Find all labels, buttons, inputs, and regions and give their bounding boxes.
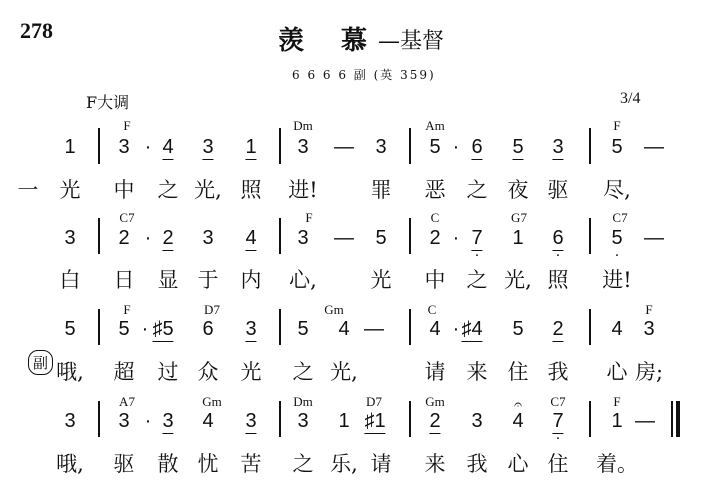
note: — [334,227,354,249]
lyric-syllable: 心, [289,268,317,292]
note: · [144,136,152,158]
lyric-syllable: 中 [424,268,446,292]
note: · [144,227,152,249]
note: — [334,136,354,158]
chord-symbol: C [427,302,437,317]
note: 4 [162,136,174,158]
final-bar-thick [676,401,680,437]
chord-symbol: C7 [550,394,566,409]
bar-line [589,128,591,164]
bar-line [279,401,281,437]
lyric-syllable: 众 [197,360,219,384]
chord-symbol: Dm [293,118,313,133]
note: . 7 [552,411,563,431]
lyric-syllable: 驱 [113,452,135,476]
lyric-syllable: 内 [240,268,262,292]
lyric-syllable: 恶 [424,178,446,202]
chord-symbol: F [123,302,131,317]
chord-symbol: A7 [119,394,135,409]
lyric-syllable: 超 [113,360,135,384]
note: 1 [245,136,257,158]
note: 6 [202,318,214,340]
lyric-syllable: 请 [424,360,446,384]
note: 3 [643,318,655,340]
lyric-syllable: 哦, [56,452,84,476]
hymn-title: 羡 慕 [278,26,382,56]
lyric-syllable: 住 [507,360,529,384]
note: 3 [297,136,309,158]
bar-line [279,218,281,254]
lyric-syllable: 日 [113,268,135,292]
lyric-syllable: 来 [466,360,488,384]
bar-line [98,128,100,164]
bar-line [409,309,411,345]
bar-line [589,309,591,345]
key-signature: F大调 [86,93,130,112]
chord-symbol: F [305,210,313,225]
lyric-syllable: 罪 [370,178,392,202]
lyric-syllable: 进! [602,268,632,292]
note: . 7 [471,228,482,248]
lyric-syllable: 忧 [197,452,219,476]
chord-symbol: Gm [324,302,344,317]
bar-line [98,218,100,254]
lyric-syllable: 之 [466,178,488,202]
refrain-mark: 副 [28,350,53,375]
note: — [635,410,655,432]
lyric-syllable: 中 [113,178,135,202]
note: 5 [297,318,309,340]
lyric-syllable: 于 [197,268,219,292]
lyric-syllable: 照 [547,268,569,292]
note: ♯5 [152,318,174,340]
bar-line [409,218,411,254]
note: 3 [471,410,483,432]
lyric-syllable: 之 [466,268,488,292]
lyric-syllable: 苦 [240,452,262,476]
final-bar-thin [671,401,673,437]
note: 2 [552,318,564,340]
note: · [144,410,152,432]
note: 3 [118,410,130,432]
lyric-syllable: 过 [157,360,179,384]
lyric-syllable: 住 [547,452,569,476]
chord-symbol: C7 [612,210,628,225]
lyric-syllable: 光 [59,178,81,202]
lyric-syllable: 我 [466,452,488,476]
lyric-syllable: 驱 [547,178,569,202]
lyric-syllable: 光, [330,360,358,384]
note: 2 [429,227,441,249]
note: . 6 [552,228,563,248]
note: ♯1 [364,410,386,432]
chord-symbol: D7 [204,302,220,317]
lyric-syllable: 着。 [596,452,638,476]
chord-symbol: D7 [366,394,382,409]
note: . 5 [611,228,622,248]
note: 5 [512,318,524,340]
note: · [452,318,460,340]
note: · [452,227,460,249]
bar-line [589,218,591,254]
note: · [141,318,149,340]
lyric-syllable: 光, [504,268,532,292]
lyric-syllable: 我 [547,360,569,384]
note: 2 [118,227,130,249]
lyric-syllable: 光 [240,360,262,384]
note: 1 [512,227,524,249]
lyric-syllable: 光, [194,178,222,202]
note: 2 [429,410,441,432]
lyric-syllable: 心 [606,360,628,384]
time-signature: 3/4 [620,90,641,107]
note: 4 [611,318,623,340]
meter-line: 6 6 6 6 副 (英 359) [292,68,436,82]
note: · [452,136,460,158]
note: 3 [162,410,174,432]
chord-symbol: F [123,118,131,133]
lyric-syllable: 房; [634,360,664,384]
note: 5 [118,318,130,340]
note: 3 [245,410,257,432]
note: 5 [429,136,441,158]
lyric-syllable: 照 [240,178,262,202]
note: 4 [202,410,214,432]
lyric-syllable: 光 [370,268,392,292]
note: 3 [64,410,76,432]
chord-symbol: G7 [511,210,527,225]
lyric-syllable: 白 [59,268,81,292]
note: ♯4 [461,318,483,340]
lyric-syllable: 请 [370,452,392,476]
note: 3 [118,136,130,158]
note: 6 [471,136,483,158]
chord-symbol: Am [425,118,445,133]
lyric-syllable: 一 [17,178,39,202]
note: 1 [338,410,350,432]
note: — [644,136,664,158]
chord-symbol: F [613,118,621,133]
note: 3 [202,227,214,249]
note: 1 [64,136,76,158]
lyric-syllable: 显 [157,268,179,292]
lyric-syllable: 来 [424,452,446,476]
hymn-number: 278 [20,18,53,43]
note: 4 [245,227,257,249]
note: 3 [552,136,564,158]
note: 3 [202,136,214,158]
note: 1 [611,410,623,432]
lyric-syllable: 之 [292,360,314,384]
note: 4 [338,318,350,340]
lyric-syllable: 尽, [603,178,631,202]
lyric-syllable: 夜 [507,178,529,202]
lyric-syllable: 乐, [330,452,358,476]
bar-line [409,128,411,164]
note: — [644,227,664,249]
note: 3 [297,410,309,432]
chord-symbol: Gm [202,394,222,409]
bar-line [409,401,411,437]
note: 3 [64,227,76,249]
note: 5 [64,318,76,340]
bar-line [589,401,591,437]
chord-symbol: C [430,210,440,225]
lyric-syllable: 哦, [56,360,84,384]
chord-symbol: F [613,394,621,409]
chord-symbol: F [645,302,653,317]
chord-symbol: C7 [119,210,135,225]
chord-symbol: Dm [293,394,313,409]
note: 3 [297,227,309,249]
note: 4 [429,318,441,340]
lyric-syllable: 之 [292,452,314,476]
note: 2 [162,227,174,249]
note: 3 [375,136,387,158]
bar-line [98,309,100,345]
note: 5 [611,136,623,158]
chord-symbol: Gm [425,394,445,409]
note: 4 [512,410,524,432]
bar-line [279,309,281,345]
lyric-syllable: 之 [157,178,179,202]
bar-line [279,128,281,164]
hymn-subtitle: —基督 [378,29,445,54]
note: 5 [512,136,524,158]
fermata-mark: 𝄐 [514,397,522,413]
lyric-syllable: 进! [288,178,318,202]
note: — [364,318,384,340]
lyric-syllable: 心 [507,452,529,476]
bar-line [98,401,100,437]
note: 3 [245,318,257,340]
note: 5 [375,227,387,249]
lyric-syllable: 散 [157,452,179,476]
